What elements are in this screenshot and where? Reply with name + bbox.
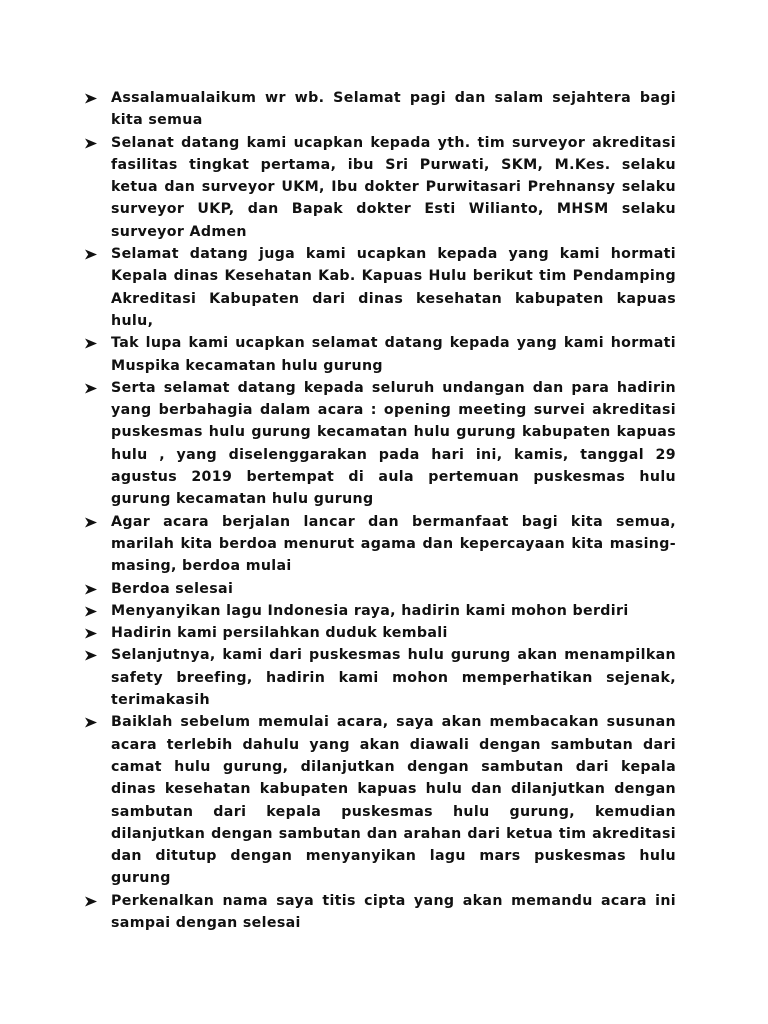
arrowhead-bullet-icon	[84, 517, 98, 528]
list-item-text: Selanat datang kami ucapkan kepada yth. tim surveyor akreditasi fasilitas tingkat pertama, ibu Sri Purwati, SKM, M.Kes. selaku ketua dan surveyor UKM, Ibu dokter Purwitasari Prehnansy selaku surveyor UKP, dan Bapak dokter Esti Wilianto, MHSM selaku surveyor Admen	[111, 134, 676, 240]
list-item-text: Perkenalkan nama saya titis cipta yang akan memandu acara ini sampai dengan selesai	[111, 892, 676, 931]
list-item	[84, 243, 676, 332]
list-item	[84, 132, 676, 243]
list-item	[84, 644, 676, 711]
list-item-text: Berdoa selesai	[111, 580, 234, 597]
list-item-text: Assalamualaikum wr wb. Selamat pagi dan salam sejahtera bagi kita semua	[111, 90, 676, 129]
list-item	[84, 511, 676, 578]
arrowhead-bullet-icon	[84, 628, 98, 639]
arrowhead-bullet-icon	[84, 138, 98, 149]
list-item	[84, 87, 676, 132]
list-item	[84, 578, 676, 600]
arrowhead-bullet-icon	[84, 249, 98, 260]
arrowhead-bullet-icon	[84, 584, 98, 595]
arrowhead-bullet-icon	[84, 93, 98, 104]
arrowhead-bullet-icon	[84, 606, 98, 617]
list-item-text: Selamat datang juga kami ucapkan kepada yang kami hormati Kepala dinas Kesehatan Kab. Kapuas Hulu berikut tim Pendamping Akreditasi Kabupaten dari dinas kesehatan kabupaten kapuas hulu,	[111, 246, 676, 329]
list-item-text: Agar acara berjalan lancar dan bermanfaat bagi kita semua, marilah kita berdoa menurut agama dan kepercayaan kita masing-masing, berdoa mulai	[111, 513, 676, 575]
list-item-text: Selanjutnya, kami dari puskesmas hulu gurung akan menampilkan safety breefing, hadirin kami mohon memperhatikan sejenak, terimakasih	[111, 647, 676, 709]
list-item	[84, 377, 676, 511]
arrowhead-bullet-icon	[84, 650, 98, 661]
list-item-text: Menyanyikan lagu Indonesia raya, hadirin kami mohon berdiri	[111, 602, 629, 619]
list-item-text: Tak lupa kami ucapkan selamat datang kepada yang kami hormati Muspika kecamatan hulu gurung	[111, 335, 676, 374]
list-item	[84, 622, 676, 644]
list-item	[84, 600, 676, 622]
list-item-text: Baiklah sebelum memulai acara, saya akan membacakan susunan acara terlebih dahulu yang akan diawali dengan sambutan dari camat hulu gurung, dilanjutkan dengan sambutan dari kepala dinas kesehatan kabupaten kapuas hulu dan dilanjutkan dengan sambutan dari kepala puskesmas hulu gurung, kemudian dilanjutkan dengan sambutan dan arahan dari ketua tim akreditasi dan ditutup dengan menyanyikan lagu mars puskesmas hulu gurung	[111, 714, 676, 887]
arrowhead-bullet-icon	[84, 896, 98, 907]
list-item	[84, 890, 676, 935]
list-item-text: Hadirin kami persilahkan duduk kembali	[111, 625, 448, 642]
arrowhead-bullet-icon	[84, 717, 98, 728]
arrowhead-bullet-icon	[84, 338, 98, 349]
list-item-text: Serta selamat datang kepada seluruh undangan dan para hadirin yang berbahagia dalam acara : opening meeting survei akreditasi puskesmas hulu gurung kecamatan hulu gurung kabupaten kapuas hulu , yang diselenggarakan pada hari ini, kamis, tanggal 29 agustus 2019 bertempat di aula pertemuan puskesmas hulu gurung kecamatan hulu gurung	[111, 379, 676, 508]
list-item	[84, 332, 676, 377]
list-item	[84, 711, 676, 889]
arrowhead-bullet-icon	[84, 383, 98, 394]
bullet-list	[84, 87, 676, 934]
